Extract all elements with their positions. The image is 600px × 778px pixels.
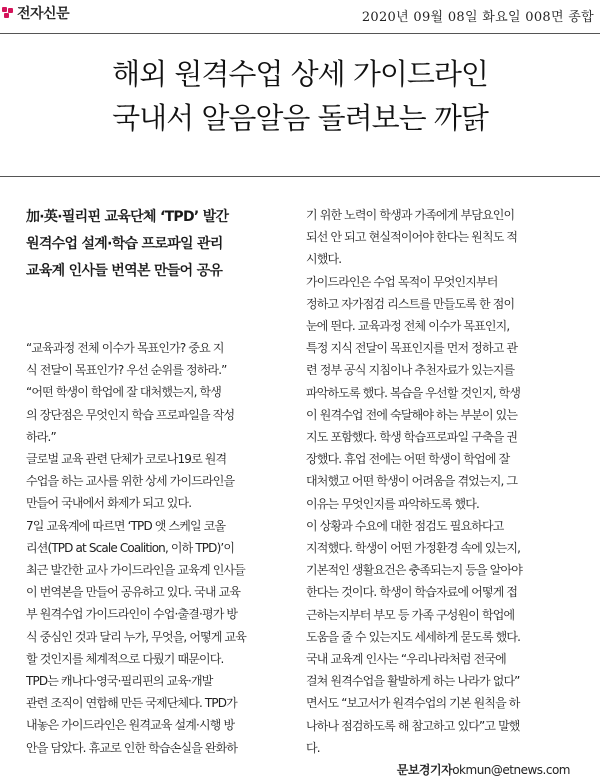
article-text-line: TPD는 캐나다·영국·필리핀의 교육·개발 xyxy=(26,674,213,689)
article-text-line: 눈에 띈다. 교육과정 전체 이수가 목표인지, xyxy=(306,319,510,334)
article-text-line: 련 정부 공식 지침이나 추천자료가 있는지를 xyxy=(306,363,515,378)
article-text-line: 국내 교육계 인사는 “우리나라처럼 전국에 xyxy=(306,652,506,667)
page-header xyxy=(0,0,600,30)
article-text-line: 하라.” xyxy=(26,429,56,444)
article-text-line: 지도 포함했다. 학생 학습프로파일 구축을 권 xyxy=(306,430,518,445)
article-text-line: 식 중심인 것과 달리 누가, 무엇을, 어떻게 교육 xyxy=(26,629,247,644)
header-rule xyxy=(0,33,600,34)
article-column-right xyxy=(306,204,598,778)
article-text-line: 특정 지식 전달이 목표인지를 먼저 정하고 관 xyxy=(306,341,518,356)
article-text-line: 의 장단점은 무엇인지 학습 프로파일을 작성 xyxy=(26,407,235,422)
headline-line-2: 국내서 알음알음 돌려보는 까닭 xyxy=(112,101,488,135)
byline-reporter: 문보경기자 xyxy=(396,763,453,778)
subheadline-line: 원격수업 설계·학습 프로파일 관리 xyxy=(26,236,223,252)
article-text-line: 이유는 무엇인지를 파악하도록 했다. xyxy=(306,496,479,511)
article-text-line: 기본적인 생활요건은 충족되는지 등을 알아야 xyxy=(306,563,522,578)
publication-logo xyxy=(2,3,69,23)
logo-mark-icon xyxy=(2,7,14,19)
article-text-line: 장했다. 휴업 전에는 어떤 학생이 학업에 잘 xyxy=(306,452,510,467)
headline xyxy=(0,52,600,140)
article-text-line: 정하고 자가점검 리스트를 만들도록 한 점이 xyxy=(306,296,515,311)
article-body-left xyxy=(26,337,298,759)
article-column-left xyxy=(26,204,298,759)
article-text-line: 면서도 “보고서가 원격수업의 기본 원칙을 하 xyxy=(306,696,520,711)
headline-rule xyxy=(0,176,600,177)
article-text-line: 한다는 것이다. 학생이 학습자료에 어떻게 접 xyxy=(306,585,518,600)
subheadline-line: 加·英·필리핀 교육단체 ‘TPD’ 발간 xyxy=(26,209,229,225)
subheadline xyxy=(26,204,298,285)
article-text-line: 되선 안 되고 현실적이어야 한다는 원칙도 적 xyxy=(306,230,518,245)
article-text-line: 지적했다. 학생이 어떤 가정환경 속에 있는지, xyxy=(306,541,521,556)
article-text-line: 파악하도록 했다. 복습을 우선할 것인지, 학생 xyxy=(306,385,521,400)
article-text-line: 이 번역본을 만들어 공유하고 있다. 국내 교육 xyxy=(26,585,241,600)
article-text-line: 다. xyxy=(306,740,320,755)
byline-email: okmun@etnews.com xyxy=(452,763,570,778)
article-text-line: “어떤 학생이 학업에 잘 대처했는지, 학생 xyxy=(26,385,222,400)
article-text-line: 글로벌 교육 관련 단체가 코로나19로 원격 xyxy=(26,452,227,467)
article-text-line: 리션(TPD at Scale Coalition, 이하 TPD)’이 xyxy=(26,540,235,555)
subheadline-line: 교육계 인사들 번역본 만들어 공유 xyxy=(26,263,223,279)
article-text-line: 수업을 하는 교사를 위한 상세 가이드라인을 xyxy=(26,474,235,489)
article-text-line: 안을 담았다. 휴교로 인한 학습손실을 완화하 xyxy=(26,740,238,755)
article-text-line: 도움을 줄 수 있는지도 세세하게 묻도록 했다. xyxy=(306,629,521,644)
dateline: 2020년 09월 08일 화요일 008면 종합 xyxy=(361,10,594,25)
article-text-line: 근하는지부터 부모 등 가족 구성원이 학업에 xyxy=(306,607,515,622)
article-text-line: 7일 교육계에 따르면 ‘TPD 앳 스케일 코올 xyxy=(26,518,226,533)
article-text-line: 부 원격수업 가이드라인이 수업·출결·평가 방 xyxy=(26,607,238,622)
article-text-line: 만들어 국내에서 화제가 되고 있다. xyxy=(26,496,192,511)
article-body-right xyxy=(306,204,598,759)
article-text-line: 가이드라인은 수업 목적이 무엇인지부터 xyxy=(306,274,498,289)
logo-text: 전자신문 xyxy=(17,6,70,22)
article-text-line: 식 전달이 목표인가? 우선 순위를 정하라.” xyxy=(26,363,227,378)
article-text-line: 시했다. xyxy=(306,252,342,267)
article-text-line: 이 상황과 수요에 대한 점검도 필요하다고 xyxy=(306,518,504,533)
article-text-line: 최근 발간한 교사 가이드라인을 교육계 인사들 xyxy=(26,563,245,578)
article-text-line: 대처했고 어떤 학생이 어려움을 겪었는지, 그 xyxy=(306,474,518,489)
headline-line-1: 해외 원격수업 상세 가이드라인 xyxy=(112,57,488,91)
article-text-line: 이 원격수업 전에 숙달해야 하는 부분이 있는 xyxy=(306,407,518,422)
article-text-line: 걸쳐 원격수업을 활발하게 하는 나라가 없다” xyxy=(306,674,520,689)
article-text-line: 할 것인지를 체계적으로 다뤘기 때문이다. xyxy=(26,651,224,666)
article-text-line: 나하나 점검하도록 해 참고하고 있다”고 말했 xyxy=(306,718,520,733)
article-text-line: 내놓은 가이드라인은 원격교육 설계·시행 방 xyxy=(26,718,235,733)
article-text-line: 관련 조직이 연합해 만든 국제단체다. TPD가 xyxy=(26,696,237,711)
article-text-line: 기 위한 노력이 학생과 가족에게 부담요인이 xyxy=(306,208,515,222)
article-text-line: “교육과정 전체 이수가 목표인가? 중요 지 xyxy=(26,341,224,355)
